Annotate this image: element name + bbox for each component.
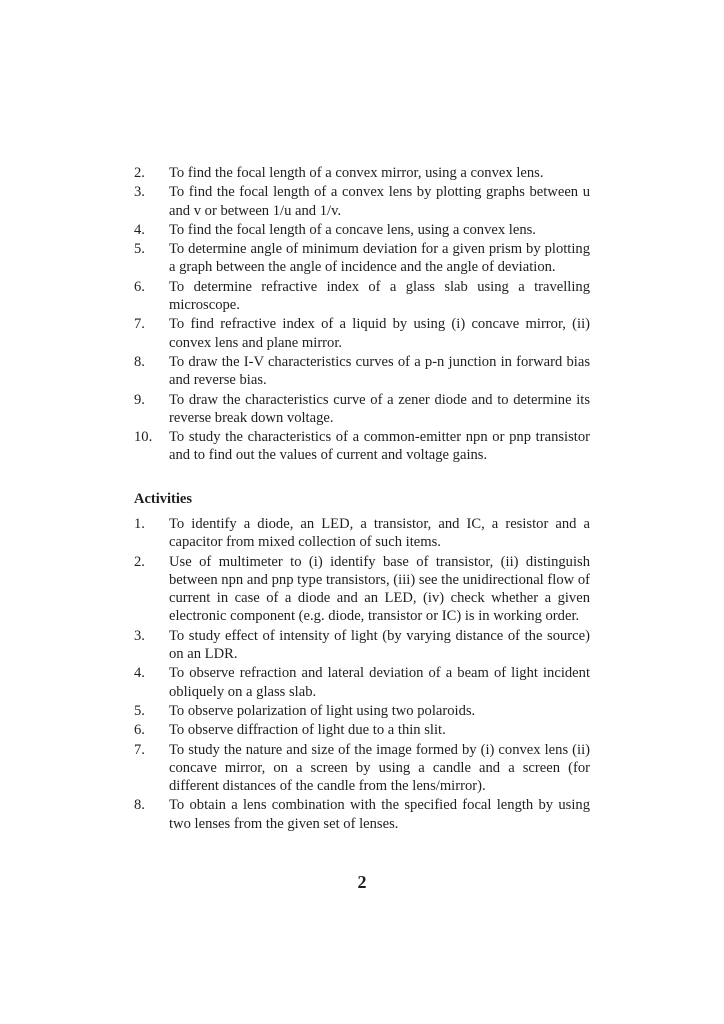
item-text: To study the nature and size of the image formed by (i) convex lens (ii) concave mirror, on a screen by using a candle and a screen (for different distances of the candle from the lens/mirror). [169, 741, 590, 795]
item-number: 9. [134, 391, 145, 408]
list-item [134, 702, 590, 720]
list-item [134, 721, 590, 739]
item-text: To draw the I-V characteristics curves of a p-n junction in forward bias and reverse bias. [169, 353, 590, 389]
list-item [134, 627, 590, 664]
item-number: 4. [134, 665, 145, 682]
experiments-list [134, 164, 590, 466]
item-number: 6. [134, 722, 145, 739]
item-number: 3. [134, 627, 145, 644]
item-number: 8. [134, 797, 145, 814]
item-text: To find refractive index of a liquid by using (i) concave mirror, (ii) convex lens and plane mirror. [169, 316, 590, 351]
item-text: To study the characteristics of a common-emitter npn or pnp transistor and to find out the values of current and voltage gains. [169, 429, 590, 464]
list-item [134, 796, 590, 833]
list-item [134, 515, 590, 552]
item-number: 10. [134, 429, 153, 446]
item-number: 8. [134, 353, 145, 370]
list-item [134, 428, 590, 465]
item-text: To determine angle of minimum deviation for a given prism by plotting a graph between the angle of incidence and the angle of deviation. [169, 241, 590, 276]
activities-list [134, 515, 590, 834]
item-number: 6. [134, 278, 145, 295]
item-text: To observe refraction and lateral deviation of a beam of light incident obliquely on a glass slab. [169, 665, 590, 700]
item-text: To observe diffraction of light due to a thin slit. [169, 722, 446, 739]
item-text: Use of multimeter to (i) identify base of transistor, (ii) distinguish between npn and pnp type transistors, (iii) see the unidirectional flow of current in case of a diode and an LED, (iv) check whether a given electronic component (e.g. diode, transistor or IC) is in working order. [169, 553, 590, 625]
item-text: To study effect of intensity of light (by varying distance of the source) on an LDR. [169, 627, 590, 663]
list-item [134, 315, 590, 352]
list-item [134, 221, 590, 239]
item-text: To identify a diode, an LED, a transistor, and IC, a resistor and a capacitor from mixed collection of such items. [169, 516, 590, 551]
list-item [134, 240, 590, 277]
list-item [134, 553, 590, 626]
item-number: 2. [134, 553, 145, 570]
list-item [134, 741, 590, 796]
list-item [134, 183, 590, 220]
item-number: 3. [134, 184, 145, 201]
item-text: To draw the characteristics curve of a zener diode and to determine its reverse break down voltage. [169, 391, 590, 426]
list-item [134, 664, 590, 701]
item-number: 1. [134, 516, 145, 532]
item-number: 4. [134, 221, 145, 238]
item-text: To find the focal length of a concave lens, using a convex lens. [169, 221, 536, 238]
list-item [134, 391, 590, 428]
item-text: To obtain a lens combination with the specified focal length by using two lenses from the given set of lenses. [169, 797, 590, 832]
list-item [134, 278, 590, 315]
page-number: 2 [357, 872, 367, 892]
item-number: 7. [134, 741, 145, 758]
item-number: 2. [134, 165, 145, 181]
activities-heading: Activities [134, 491, 192, 507]
item-number: 5. [134, 241, 145, 258]
list-item [134, 353, 590, 390]
list-item [134, 164, 590, 182]
item-number: 7. [134, 316, 145, 333]
item-text: To determine refractive index of a glass slab using a travelling microscope. [169, 278, 590, 314]
item-text: To observe polarization of light using two polaroids. [169, 702, 476, 719]
item-text: To find the focal length of a convex mirror, using a convex lens. [169, 165, 544, 181]
item-number: 5. [134, 702, 145, 719]
item-text: To find the focal length of a convex lens by plotting graphs between u and v or between 1/u and 1/v. [169, 184, 590, 219]
